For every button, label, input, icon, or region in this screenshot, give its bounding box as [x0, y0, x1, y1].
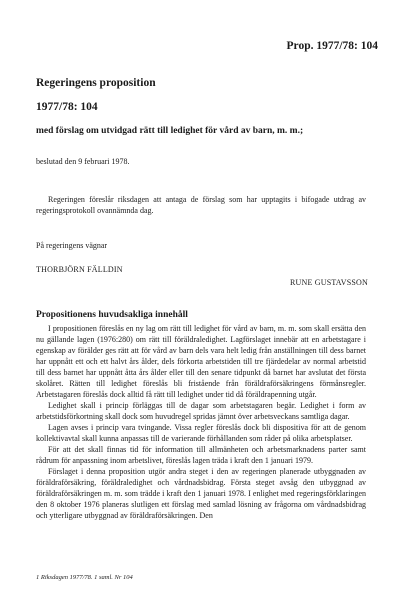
document-title: med förslag om utvidgad rätt till ledighet för vård av barn, m. m.;	[36, 126, 304, 136]
document-number: 1977/78: 104	[36, 101, 98, 113]
section-body	[36, 323, 366, 521]
on-behalf-line: På regeringens vägnar	[36, 241, 108, 250]
footnote: 1 Riksdagen 1977/78. 1 saml. Nr 104	[36, 574, 133, 581]
signature-right: RUNE GUSTAVSSON	[289, 278, 368, 287]
body-paragraph: Förslaget i denna proposition utgör andra steget i den av regeringen planerade utbyggnaden av föräldraförsäkring, föräldraledighet och vårdnadsbidrag. Första steget avsåg den utbyggnad av föräldraförsäkringen m. m. som trädde i kraft den 1 januari 1978. I enlighet med regeringsförklaringen den 8 oktober 1976 planeras slutligen ett förslag med samlad lösning av frågorna om vårdnadsbidrag och ytterligare utbyggnad av föräldraförsäkringen. Den	[36, 467, 366, 520]
body-paragraph: I propositionen föreslås en ny lag om rätt till ledighet för vård av barn, m. m. som skall ersätta den nu gällande lagen (1976:280) om rätt till föräldraledighet. Lagförslaget innebär att en arbetstagare i egenskap av förälder ges rätt att för vård av barn dels vara helt ledig från anställningen till dess barnet har uppnått ett och ett halvt års ålder, dels förkorta arbetstiden till tre fjärdedelar av normal arbetstid till dess barnet har uppnått åtta års ålder eller till den senare tidpunkt då barnet har avslutat det första skolåret. Rätten till ledighet föreslås bli fristående från föräldraförsäkringens förmånsregler. Arbetstagaren föreslås dock alltid få rätt till ledighet under tid då föräldrapenning utgår.	[36, 324, 366, 399]
body-paragraph: För att det skall finnas tid för information till allmänheten och arbetsmarknadens parter samt rådrum för anpassning inom arbetslivet, föreslås lagen träda i kraft den 1 januari 1979.	[36, 445, 366, 465]
section-heading: Propositionens huvudsakliga innehåll	[36, 310, 188, 320]
body-paragraph: Ledighet skall i princip förläggas till de dagar som arbetstagaren begär. Ledighet i form av arbetstidsförkortning skall dock som huvudregel spridas jämnt över arbetsveckans samtliga dagar.	[36, 401, 366, 421]
document-type: Regeringens proposition	[36, 77, 156, 89]
intro-paragraph: Regeringen föreslår riksdagen att antaga de förslag som har upptagits i bifogade utdrag av regeringsprotokoll ovannämnda dag.	[36, 195, 366, 215]
signature-left: THORBJÖRN FÄLLDIN	[36, 265, 123, 274]
decision-date: beslutad den 9 februari 1978.	[36, 157, 130, 166]
body-paragraph: Lagen avses i princip vara tvingande. Vissa regler föreslås dock bli dispositiva för att de genom kollektivavtal skall kunna anpassas till de varierande förhållanden som råder på olika arbetsplatser.	[36, 423, 366, 443]
proposition-reference: Prop. 1977/78: 104	[286, 40, 378, 52]
